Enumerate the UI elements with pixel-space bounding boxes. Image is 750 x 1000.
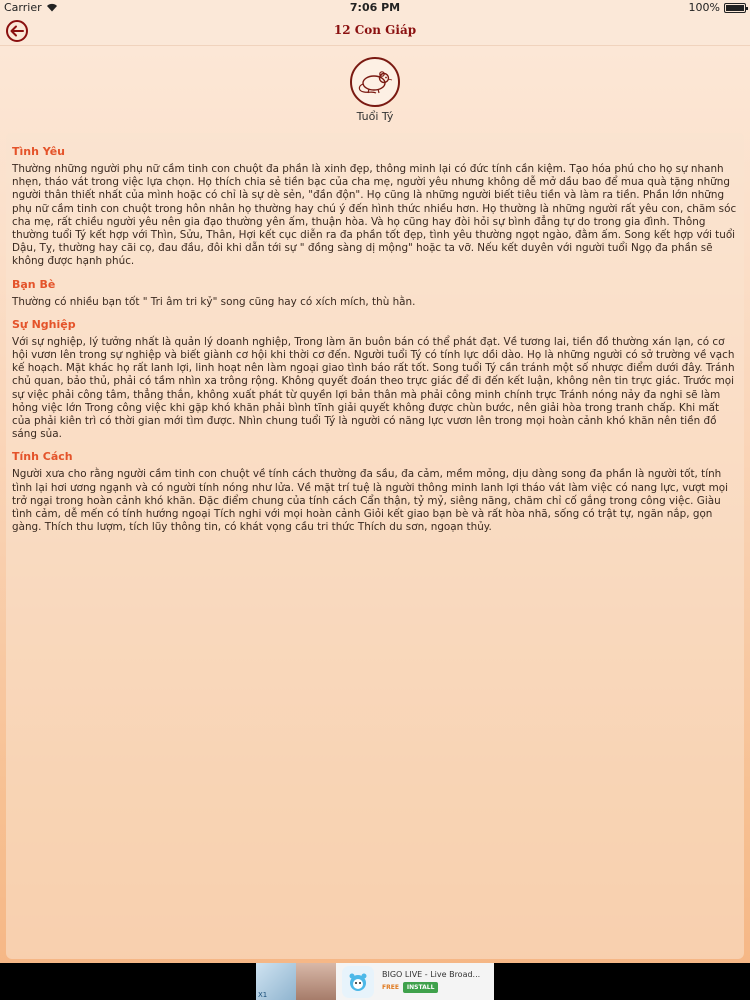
zodiac-label: Tuổi Tý bbox=[356, 110, 394, 123]
ad-actions bbox=[382, 982, 480, 993]
ad-free-label: FREE bbox=[382, 984, 399, 991]
section-title-career: Sự Nghiệp bbox=[12, 317, 76, 331]
ad-thumbnail bbox=[256, 963, 296, 1000]
ad-banner[interactable] bbox=[256, 963, 494, 1000]
carrier-label: Carrier bbox=[4, 1, 42, 14]
bigo-mascot-icon bbox=[346, 970, 370, 994]
ad-install-button[interactable]: INSTALL bbox=[403, 982, 439, 993]
section-title-friends: Bạn Bè bbox=[12, 277, 56, 291]
ad-text bbox=[382, 970, 480, 993]
page-title: 12 Con Giáp bbox=[333, 23, 417, 37]
section-title-love: Tình Yêu bbox=[12, 145, 66, 158]
content-card bbox=[6, 133, 744, 959]
ad-thumbnail-photo bbox=[296, 963, 336, 1000]
status-bar bbox=[0, 0, 750, 16]
zodiac-badge bbox=[350, 57, 400, 107]
ad-title: BIGO LIVE - Live Broad... bbox=[382, 970, 481, 979]
zodiac-header bbox=[0, 57, 750, 123]
section-body-love: Thường những người phụ nữ cầm tinh con chuột đa phần là xinh đẹp, thông minh lại có đức tính cần kiệm. Tạo hóa phú cho họ sự nhanh nhẹn, tháo vát trong việc lựa chọn. Họ thích chia sẻ tiền bạc của cha mẹ, người yêu nhưng không dễ mở dầu bao để mua quà tặng những người thân thiết nhất của mình hoặc có chỉ là sự dè sẻn, "đần độn". Họ cũng là những người biết tiêu tiền và làm ra tiền. Phần lớn những phụ nữ cầm tinh con chuột trong hôn nhân họ thường hay chú ý đến hình thức nhiều hơn. Họ thường là những người rất yêu con, chăm sóc cha mẹ, rất chiều người yêu nên gia đạo thường yên ấm, thuận hòa. Và họ cũng hay đòi hỏi sự bình đẳng tự do trong gia đình. Thông thường tuổi Tý kết hợp với Thìn, Sửu, Thân, Hợi kết cục diễn ra đa phần tốt đẹp, tình yêu thường ngọt ngào, đằm ấm. Song kết hợp với tuổi Dậu, Tỵ, thường hay cãi cọ, đau đầu, đôi khi dẫn tới sự " đồng sàng dị mộng" hoặc ta vỡ. Nếu kết duyên với người tuổi Ngọ đa phần sẽ không được hạnh phúc. bbox=[12, 163, 737, 268]
status-right bbox=[689, 1, 746, 14]
navigation-bar bbox=[0, 16, 750, 46]
status-time: 7:06 PM bbox=[349, 1, 401, 14]
section-title-personality: Tính Cách bbox=[12, 450, 73, 464]
ad-bar bbox=[0, 963, 750, 1000]
rat-icon bbox=[356, 67, 394, 97]
battery-percent: 100% bbox=[688, 1, 720, 14]
section-body-career: Với sự nghiệp, lý tưởng nhất là quản lý doanh nghiệp, Trong làm ăn buôn bán có thể phát đạt. Về tương lai, tiền đồ thường xán lạn, có cơ hội vươn lên trong sự nghiệp và biết giành cơ hội khi thời cơ đến. Người tuổi Tý có tính lực dồi dào. Họ là những người có sở trường về vạch kế hoạch. Mặt khác họ rất lanh lợi, linh hoạt nên làm ngoại giao tình báo rất tốt. Song tuổi Tý cần tránh một số nhược điểm dưới đây. Tránh chủ quan, bảo thủ, phải có tầm nhìn xa trông rộng. Không quyết đoán theo trực giác để đi đến kết luận, không nên tin trực giác. Trước mọi sự việc phải công tâm, thẳng thắn, không xuất phát từ quyền lợi bản thân mà phải công minh chính trực Tránh nóng nảy đa nghi sẽ làm hỏng việc lớn Trong công việc khi gặp khó khăn phải bình tĩnh giải quyết không được chùn bước, nên giải hòa trong tranh chấp. Khi mất của phải kiên trì có thời gian mới tìm được. Nhìn chung tuổi Tý là người có năng lực vươn lên trong mọi hoàn cảnh khó khăn nên tiền đồ sáng sủa. bbox=[12, 335, 735, 441]
section-body-friends: Thường có nhiều bạn tốt " Tri âm tri kỷ" song cũng hay có xích mích, thù hằn. bbox=[12, 295, 416, 308]
battery-icon bbox=[724, 3, 746, 13]
section-body-personality: Người xưa cho rằng người cầm tinh con chuột về tính cách thường đa sầu, đa cảm, mềm mỏng, dịu dàng song đa phần là người tốt, tính tình lại hơi ương ngạnh và có người tính nóng như lửa. Về mặt trí tuệ là người thông minh lanh lợi tháo vát làm việc có nang lực, vượt mọi trở ngại trong hoàn cảnh khó khăn. Đặc điểm chung của tính cách Cẩn thận, tỷ mỷ, siêng năng, chăm chỉ cố gắng trong công việc. Giàu tình cảm, dễ mến có tính hướng ngoại Tích nghi với mọi hoàn cảnh Giỏi kết giao bạn bè và rất hòa nhã, sống có trật tự, ngăn nắp, gọn gàng. Thích thu lượm, tích lũy thông tin, có khát vọng cầu tri thức Thích du sơn, ngoạn thủy. bbox=[12, 468, 729, 534]
bigo-logo-icon bbox=[342, 966, 374, 998]
ad-thumbnail-label: X1 bbox=[258, 991, 268, 999]
